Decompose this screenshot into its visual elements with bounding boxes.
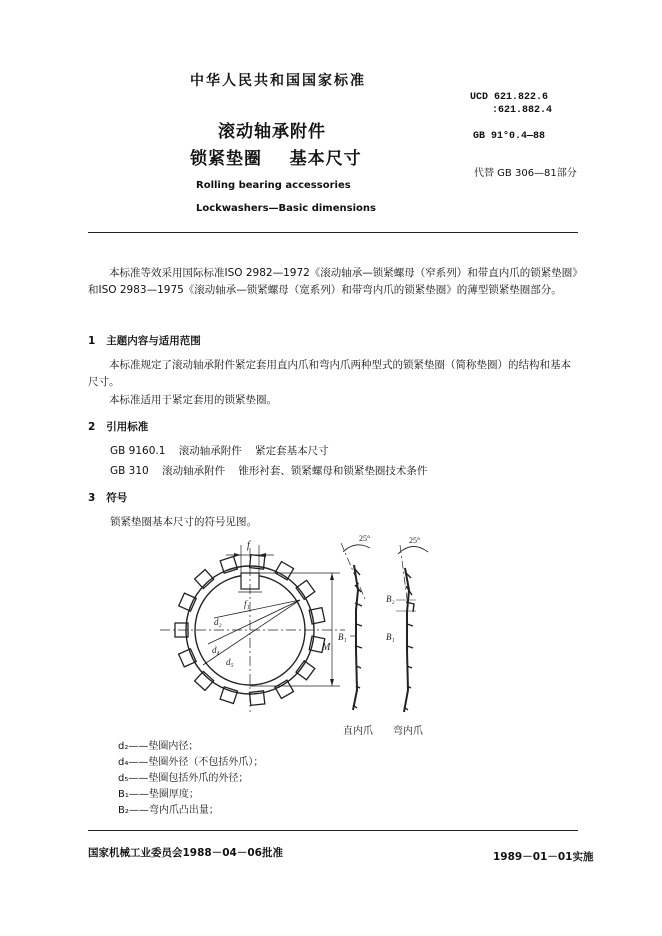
dim-label-B1-straight: B₁ xyxy=(338,632,347,642)
title-en-line-1: Rolling bearing accessories xyxy=(196,180,351,191)
outer-tab xyxy=(179,649,197,667)
legend-d4: d₄——垫圈外径（不包括外爪）； xyxy=(118,757,264,768)
legend-B2: B₂——弯内爪凸出量； xyxy=(118,805,219,816)
legend-d2: d₂——垫圈内径； xyxy=(118,741,199,752)
dim-label-d5: d₅ xyxy=(226,657,234,667)
intro-paragraph: 本标准等效采用国际标准ISO 2982—1972《滚动轴承—锁紧螺母（窄系列）和带直内爪的锁紧垫圈》和ISO 2983—1975《滚动轴承—锁紧螺母（宽系列）和带弯内爪的锁紧垫圈》的薄型锁紧垫圈部分。 xyxy=(88,267,578,296)
section-3-paragraph: 锁紧垫圈基本尺寸的符号见图。 xyxy=(110,516,257,528)
title-en-line-2: Lockwashers—Basic dimensions xyxy=(196,203,376,214)
replaces-note: 代替 GB 306—81部分 xyxy=(474,168,577,179)
outer-tab xyxy=(179,593,197,611)
caption-straight-tab: 直内爪 xyxy=(343,726,373,737)
udc-code-1: UCD 621.822.6 xyxy=(470,92,549,103)
side-view-straight-tab xyxy=(341,543,370,710)
dim-label-M: M xyxy=(322,642,331,653)
section-3-title: 3 符号 xyxy=(88,492,128,504)
section-1-title: 1 主题内容与适用范围 xyxy=(88,335,201,347)
dim-label-B1-bent: B₁ xyxy=(386,632,395,642)
dim-label-f: f xyxy=(247,540,250,551)
implementation-date: 1989－01－01实施 xyxy=(493,851,594,863)
udc-code-2: :621.882.4 xyxy=(492,105,553,116)
approval-date: 国家机械工业委员会1988－04－06批准 xyxy=(88,847,283,859)
standard-number: GB 91°0.4—88 xyxy=(473,131,546,142)
title-cn-line-1: 滚动轴承附件 xyxy=(218,122,326,142)
dim-label-f1: f₁ xyxy=(244,599,250,609)
legend-d5: d₅——垫圈包括外爪的外径； xyxy=(118,773,249,784)
angle-label-bent: 25° xyxy=(409,536,421,545)
reference-2: GB 310 滚动轴承附件 锥形衬套、锁紧螺母和锁紧垫圈技术条件 xyxy=(110,465,428,477)
section-1-paragraph-1: 本标准规定了滚动轴承附件紧定套用直内爪和弯内爪两种型式的锁紧垫圈（简称垫圈）的结构和基本尺寸。 xyxy=(88,359,571,388)
section-2-title: 2 引用标准 xyxy=(88,421,149,433)
caption-bent-tab: 弯内爪 xyxy=(393,726,423,737)
section-1-paragraph-2: 本标准适用于紧定套用的锁紧垫圈。 xyxy=(109,394,277,406)
outer-tab xyxy=(275,680,294,698)
reference-1: GB 9160.1 滚动轴承附件 紧定套基本尺寸 xyxy=(110,445,329,457)
footer-divider xyxy=(88,830,578,831)
side-view-bent-tab xyxy=(396,545,428,712)
angle-label-straight: 25° xyxy=(359,534,371,543)
title-cn-line-2: 锁紧垫圈 基本尺寸 xyxy=(190,149,362,169)
issuing-authority: 中华人民共和国国家标准 xyxy=(190,73,366,89)
legend-B1: B₁——垫圈厚度； xyxy=(118,789,199,800)
dim-label-B2: B₂ xyxy=(386,594,395,604)
dim-label-d4: d₄ xyxy=(212,645,220,655)
washer-front-view xyxy=(160,545,345,712)
outer-tab xyxy=(220,557,237,574)
dim-label-d2: d₂ xyxy=(214,617,222,627)
outer-tab xyxy=(275,562,294,580)
outer-tab xyxy=(220,687,237,704)
